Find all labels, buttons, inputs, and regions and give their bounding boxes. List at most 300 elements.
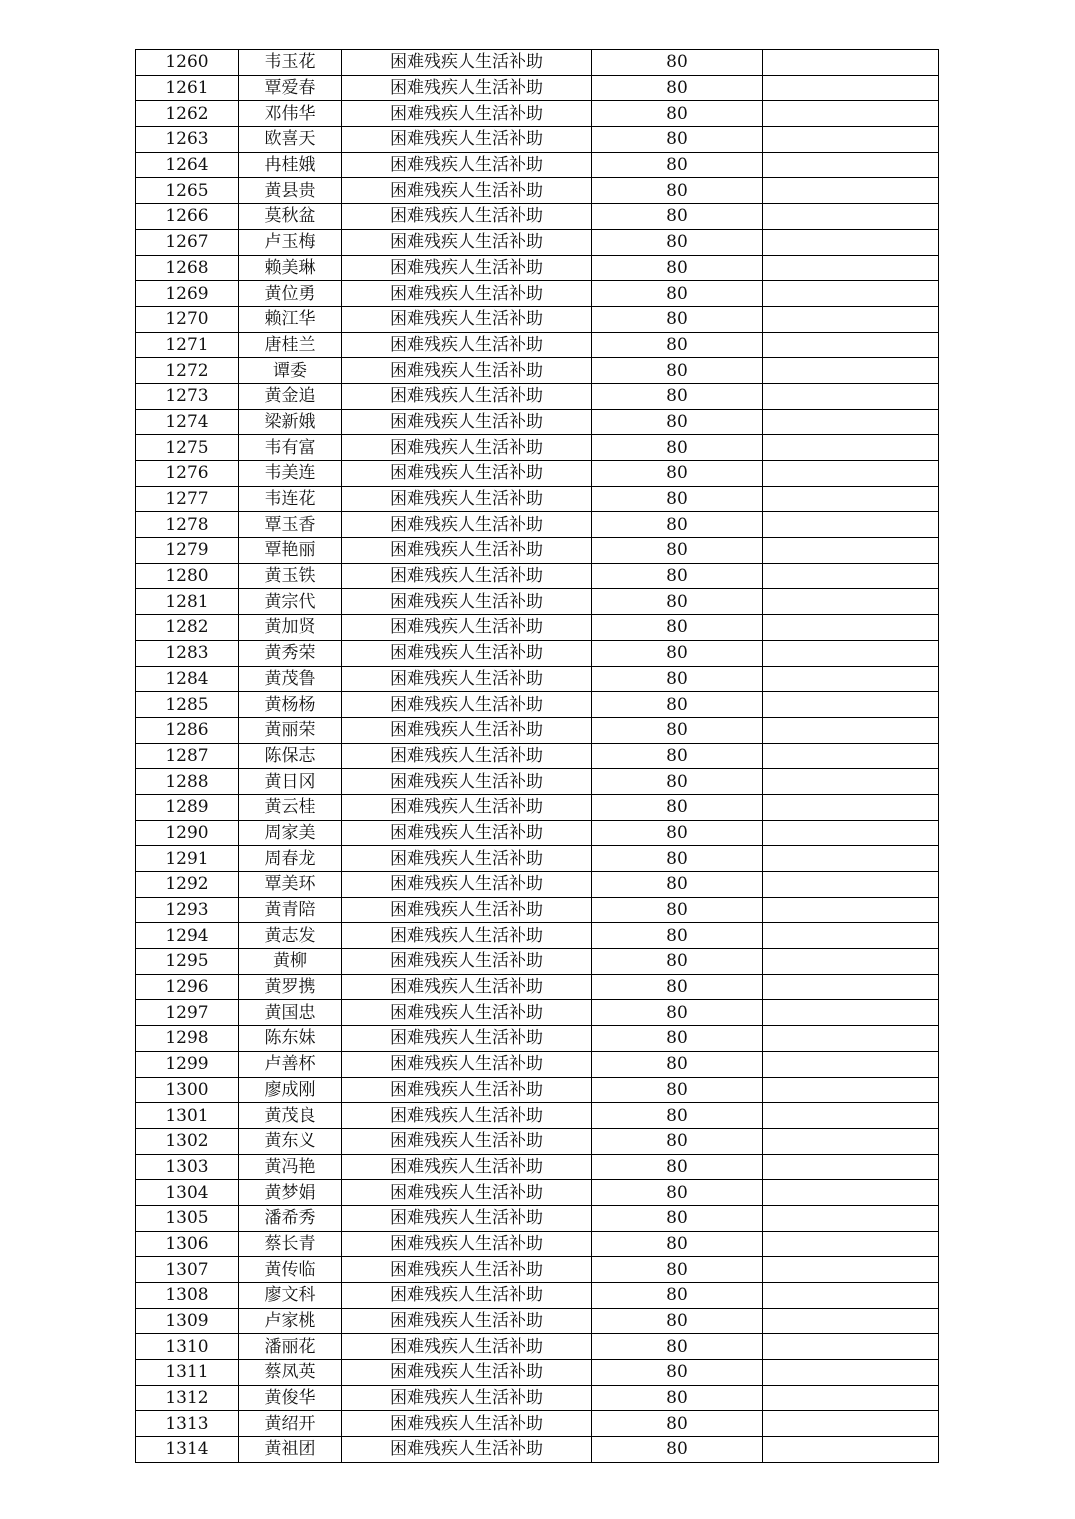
- cell-amount: 80: [592, 1077, 763, 1103]
- cell-number: 1296: [136, 974, 239, 1000]
- cell-number: 1284: [136, 666, 239, 692]
- cell-number: 1314: [136, 1437, 239, 1463]
- cell-name: 韦玉花: [239, 50, 342, 76]
- cell-number: 1265: [136, 178, 239, 204]
- cell-name: 黄县贵: [239, 178, 342, 204]
- cell-amount: 80: [592, 743, 763, 769]
- cell-amount: 80: [592, 75, 763, 101]
- cell-name: 黄玉铁: [239, 563, 342, 589]
- cell-subsidy-type: 困难残疾人生活补助: [342, 769, 592, 795]
- cell-name: 韦有富: [239, 435, 342, 461]
- cell-number: 1283: [136, 640, 239, 666]
- table-row: [136, 461, 939, 487]
- cell-subsidy-type: 困难残疾人生活补助: [342, 1411, 592, 1437]
- cell-subsidy-type: 困难残疾人生活补助: [342, 949, 592, 975]
- cell-name: 卢玉梅: [239, 229, 342, 255]
- cell-amount: 80: [592, 563, 763, 589]
- table-row: [136, 794, 939, 820]
- cell-number: 1310: [136, 1334, 239, 1360]
- cell-subsidy-type: 困难残疾人生活补助: [342, 974, 592, 1000]
- cell-subsidy-type: 困难残疾人生活补助: [342, 1051, 592, 1077]
- cell-subsidy-type: 困难残疾人生活补助: [342, 1360, 592, 1386]
- cell-amount: 80: [592, 512, 763, 538]
- cell-remark: [763, 1026, 939, 1052]
- cell-name: 梁新娥: [239, 409, 342, 435]
- cell-name: 谭委: [239, 358, 342, 384]
- cell-number: 1313: [136, 1411, 239, 1437]
- cell-name: 莫秋盆: [239, 204, 342, 230]
- table-row: [136, 692, 939, 718]
- cell-remark: [763, 1103, 939, 1129]
- cell-amount: 80: [592, 1103, 763, 1129]
- table-row: [136, 615, 939, 641]
- cell-remark: [763, 923, 939, 949]
- cell-subsidy-type: 困难残疾人生活补助: [342, 152, 592, 178]
- cell-amount: 80: [592, 101, 763, 127]
- cell-subsidy-type: 困难残疾人生活补助: [342, 589, 592, 615]
- cell-number: 1305: [136, 1205, 239, 1231]
- cell-amount: 80: [592, 332, 763, 358]
- cell-number: 1300: [136, 1077, 239, 1103]
- cell-subsidy-type: 困难残疾人生活补助: [342, 1180, 592, 1206]
- cell-amount: 80: [592, 820, 763, 846]
- cell-subsidy-type: 困难残疾人生活补助: [342, 409, 592, 435]
- cell-number: 1306: [136, 1231, 239, 1257]
- cell-subsidy-type: 困难残疾人生活补助: [342, 897, 592, 923]
- cell-remark: [763, 461, 939, 487]
- cell-amount: 80: [592, 769, 763, 795]
- table-row: [136, 872, 939, 898]
- cell-name: 黄茂良: [239, 1103, 342, 1129]
- table-row: [136, 1180, 939, 1206]
- table-row: [136, 974, 939, 1000]
- cell-number: 1282: [136, 615, 239, 641]
- cell-remark: [763, 615, 939, 641]
- cell-remark: [763, 1334, 939, 1360]
- cell-name: 黄祖团: [239, 1437, 342, 1463]
- cell-remark: [763, 666, 939, 692]
- cell-remark: [763, 204, 939, 230]
- cell-amount: 80: [592, 1257, 763, 1283]
- table-row: [136, 1128, 939, 1154]
- cell-subsidy-type: 困难残疾人生活补助: [342, 640, 592, 666]
- cell-remark: [763, 255, 939, 281]
- cell-name: 韦美连: [239, 461, 342, 487]
- cell-number: 1297: [136, 1000, 239, 1026]
- cell-number: 1273: [136, 383, 239, 409]
- table-row: [136, 306, 939, 332]
- cell-subsidy-type: 困难残疾人生活补助: [342, 1385, 592, 1411]
- cell-name: 黄加贤: [239, 615, 342, 641]
- cell-name: 黄志发: [239, 923, 342, 949]
- cell-name: 廖文科: [239, 1283, 342, 1309]
- cell-amount: 80: [592, 974, 763, 1000]
- cell-amount: 80: [592, 1051, 763, 1077]
- cell-name: 黄国忠: [239, 1000, 342, 1026]
- table-row: [136, 383, 939, 409]
- cell-number: 1271: [136, 332, 239, 358]
- cell-amount: 80: [592, 538, 763, 564]
- cell-remark: [763, 50, 939, 76]
- cell-amount: 80: [592, 409, 763, 435]
- cell-name: 黄东义: [239, 1128, 342, 1154]
- cell-amount: 80: [592, 50, 763, 76]
- table-row: [136, 589, 939, 615]
- cell-subsidy-type: 困难残疾人生活补助: [342, 204, 592, 230]
- cell-number: 1308: [136, 1283, 239, 1309]
- cell-remark: [763, 769, 939, 795]
- cell-name: 廖成刚: [239, 1077, 342, 1103]
- table-row: [136, 358, 939, 384]
- table-row: [136, 1334, 939, 1360]
- cell-subsidy-type: 困难残疾人生活补助: [342, 255, 592, 281]
- cell-subsidy-type: 困难残疾人生活补助: [342, 846, 592, 872]
- cell-number: 1287: [136, 743, 239, 769]
- cell-remark: [763, 794, 939, 820]
- cell-name: 黄绍开: [239, 1411, 342, 1437]
- cell-name: 覃爱春: [239, 75, 342, 101]
- cell-subsidy-type: 困难残疾人生活补助: [342, 923, 592, 949]
- cell-subsidy-type: 困难残疾人生活补助: [342, 820, 592, 846]
- cell-amount: 80: [592, 1154, 763, 1180]
- cell-amount: 80: [592, 1360, 763, 1386]
- cell-name: 卢家桃: [239, 1308, 342, 1334]
- cell-amount: 80: [592, 923, 763, 949]
- cell-name: 韦连花: [239, 486, 342, 512]
- cell-name: 黄金追: [239, 383, 342, 409]
- cell-number: 1269: [136, 281, 239, 307]
- cell-remark: [763, 1283, 939, 1309]
- table-row: [136, 50, 939, 76]
- cell-number: 1302: [136, 1128, 239, 1154]
- table-row: [136, 332, 939, 358]
- table-row: [136, 281, 939, 307]
- cell-amount: 80: [592, 204, 763, 230]
- table-row: [136, 846, 939, 872]
- cell-remark: [763, 101, 939, 127]
- cell-name: 黄冯艳: [239, 1154, 342, 1180]
- cell-name: 冉桂娥: [239, 152, 342, 178]
- cell-name: 黄青陪: [239, 897, 342, 923]
- subsidy-table-body: [136, 50, 939, 1463]
- cell-remark: [763, 1128, 939, 1154]
- cell-remark: [763, 409, 939, 435]
- cell-amount: 80: [592, 1283, 763, 1309]
- cell-remark: [763, 358, 939, 384]
- cell-remark: [763, 563, 939, 589]
- table-row: [136, 1154, 939, 1180]
- table-row: [136, 1308, 939, 1334]
- cell-amount: 80: [592, 152, 763, 178]
- cell-number: 1279: [136, 538, 239, 564]
- cell-name: 赖江华: [239, 306, 342, 332]
- cell-subsidy-type: 困难残疾人生活补助: [342, 358, 592, 384]
- cell-remark: [763, 229, 939, 255]
- cell-amount: 80: [592, 1026, 763, 1052]
- table-row: [136, 717, 939, 743]
- cell-subsidy-type: 困难残疾人生活补助: [342, 1257, 592, 1283]
- cell-amount: 80: [592, 1308, 763, 1334]
- cell-subsidy-type: 困难残疾人生活补助: [342, 383, 592, 409]
- cell-subsidy-type: 困难残疾人生活补助: [342, 1283, 592, 1309]
- cell-amount: 80: [592, 127, 763, 153]
- cell-remark: [763, 1000, 939, 1026]
- cell-name: 欧喜天: [239, 127, 342, 153]
- cell-remark: [763, 1180, 939, 1206]
- cell-name: 陈保志: [239, 743, 342, 769]
- cell-remark: [763, 1308, 939, 1334]
- cell-subsidy-type: 困难残疾人生活补助: [342, 101, 592, 127]
- cell-subsidy-type: 困难残疾人生活补助: [342, 1077, 592, 1103]
- table-row: [136, 1051, 939, 1077]
- cell-remark: [763, 1231, 939, 1257]
- cell-number: 1263: [136, 127, 239, 153]
- cell-number: 1301: [136, 1103, 239, 1129]
- cell-amount: 80: [592, 1385, 763, 1411]
- cell-amount: 80: [592, 1411, 763, 1437]
- cell-number: 1274: [136, 409, 239, 435]
- cell-subsidy-type: 困难残疾人生活补助: [342, 486, 592, 512]
- cell-number: 1293: [136, 897, 239, 923]
- cell-subsidy-type: 困难残疾人生活补助: [342, 435, 592, 461]
- cell-subsidy-type: 困难残疾人生活补助: [342, 1205, 592, 1231]
- cell-remark: [763, 589, 939, 615]
- cell-name: 邓伟华: [239, 101, 342, 127]
- cell-amount: 80: [592, 1128, 763, 1154]
- cell-number: 1288: [136, 769, 239, 795]
- cell-amount: 80: [592, 615, 763, 641]
- cell-amount: 80: [592, 1334, 763, 1360]
- subsidy-table: [135, 49, 939, 1463]
- cell-subsidy-type: 困难残疾人生活补助: [342, 281, 592, 307]
- cell-amount: 80: [592, 306, 763, 332]
- cell-number: 1312: [136, 1385, 239, 1411]
- cell-amount: 80: [592, 666, 763, 692]
- cell-remark: [763, 949, 939, 975]
- cell-remark: [763, 1437, 939, 1463]
- cell-number: 1280: [136, 563, 239, 589]
- table-row: [136, 769, 939, 795]
- cell-name: 黄茂鲁: [239, 666, 342, 692]
- table-row: [136, 1205, 939, 1231]
- cell-subsidy-type: 困难残疾人生活补助: [342, 127, 592, 153]
- cell-name: 黄秀荣: [239, 640, 342, 666]
- cell-remark: [763, 1205, 939, 1231]
- table-row: [136, 1257, 939, 1283]
- cell-remark: [763, 152, 939, 178]
- cell-number: 1291: [136, 846, 239, 872]
- cell-subsidy-type: 困难残疾人生活补助: [342, 461, 592, 487]
- cell-number: 1275: [136, 435, 239, 461]
- cell-amount: 80: [592, 1231, 763, 1257]
- cell-amount: 80: [592, 640, 763, 666]
- cell-amount: 80: [592, 461, 763, 487]
- cell-remark: [763, 1385, 939, 1411]
- cell-name: 潘希秀: [239, 1205, 342, 1231]
- table-row: [136, 743, 939, 769]
- cell-amount: 80: [592, 383, 763, 409]
- cell-name: 潘丽花: [239, 1334, 342, 1360]
- cell-amount: 80: [592, 255, 763, 281]
- cell-subsidy-type: 困难残疾人生活补助: [342, 1026, 592, 1052]
- cell-subsidy-type: 困难残疾人生活补助: [342, 743, 592, 769]
- table-row: [136, 486, 939, 512]
- cell-number: 1292: [136, 872, 239, 898]
- cell-name: 黄云桂: [239, 794, 342, 820]
- cell-remark: [763, 1411, 939, 1437]
- cell-number: 1309: [136, 1308, 239, 1334]
- cell-remark: [763, 538, 939, 564]
- cell-amount: 80: [592, 846, 763, 872]
- table-row: [136, 435, 939, 461]
- table-row: [136, 178, 939, 204]
- cell-amount: 80: [592, 1180, 763, 1206]
- cell-subsidy-type: 困难残疾人生活补助: [342, 1128, 592, 1154]
- cell-amount: 80: [592, 486, 763, 512]
- cell-name: 黄宗代: [239, 589, 342, 615]
- table-row: [136, 204, 939, 230]
- cell-number: 1289: [136, 794, 239, 820]
- table-row: [136, 512, 939, 538]
- cell-name: 覃玉香: [239, 512, 342, 538]
- cell-amount: 80: [592, 692, 763, 718]
- cell-subsidy-type: 困难残疾人生活补助: [342, 178, 592, 204]
- cell-remark: [763, 974, 939, 1000]
- table-row: [136, 1000, 939, 1026]
- cell-number: 1304: [136, 1180, 239, 1206]
- table-row: [136, 127, 939, 153]
- cell-number: 1277: [136, 486, 239, 512]
- cell-name: 黄位勇: [239, 281, 342, 307]
- cell-number: 1270: [136, 306, 239, 332]
- cell-name: 黄杨杨: [239, 692, 342, 718]
- cell-subsidy-type: 困难残疾人生活补助: [342, 229, 592, 255]
- cell-name: 陈东妹: [239, 1026, 342, 1052]
- cell-name: 覃艳丽: [239, 538, 342, 564]
- cell-remark: [763, 332, 939, 358]
- cell-amount: 80: [592, 897, 763, 923]
- table-row: [136, 1283, 939, 1309]
- cell-subsidy-type: 困难残疾人生活补助: [342, 1437, 592, 1463]
- cell-remark: [763, 383, 939, 409]
- table-row: [136, 563, 939, 589]
- cell-remark: [763, 692, 939, 718]
- table-row: [136, 640, 939, 666]
- cell-number: 1299: [136, 1051, 239, 1077]
- cell-number: 1268: [136, 255, 239, 281]
- table-row: [136, 1103, 939, 1129]
- cell-remark: [763, 1360, 939, 1386]
- cell-name: 黄俊华: [239, 1385, 342, 1411]
- cell-amount: 80: [592, 358, 763, 384]
- cell-remark: [763, 178, 939, 204]
- cell-number: 1286: [136, 717, 239, 743]
- cell-amount: 80: [592, 949, 763, 975]
- cell-remark: [763, 306, 939, 332]
- cell-name: 唐桂兰: [239, 332, 342, 358]
- cell-subsidy-type: 困难残疾人生活补助: [342, 615, 592, 641]
- table-row: [136, 538, 939, 564]
- cell-name: 黄传临: [239, 1257, 342, 1283]
- cell-number: 1266: [136, 204, 239, 230]
- cell-number: 1295: [136, 949, 239, 975]
- table-row: [136, 101, 939, 127]
- cell-remark: [763, 512, 939, 538]
- table-row: [136, 949, 939, 975]
- cell-number: 1262: [136, 101, 239, 127]
- cell-remark: [763, 1051, 939, 1077]
- cell-subsidy-type: 困难残疾人生活补助: [342, 50, 592, 76]
- cell-remark: [763, 743, 939, 769]
- cell-name: 黄梦娟: [239, 1180, 342, 1206]
- cell-number: 1272: [136, 358, 239, 384]
- cell-number: 1267: [136, 229, 239, 255]
- cell-remark: [763, 640, 939, 666]
- cell-remark: [763, 1154, 939, 1180]
- cell-name: 黄丽荣: [239, 717, 342, 743]
- cell-remark: [763, 1257, 939, 1283]
- cell-subsidy-type: 困难残疾人生活补助: [342, 75, 592, 101]
- cell-number: 1278: [136, 512, 239, 538]
- cell-number: 1264: [136, 152, 239, 178]
- cell-amount: 80: [592, 178, 763, 204]
- table-row: [136, 75, 939, 101]
- cell-subsidy-type: 困难残疾人生活补助: [342, 563, 592, 589]
- cell-remark: [763, 435, 939, 461]
- cell-remark: [763, 281, 939, 307]
- cell-name: 周春龙: [239, 846, 342, 872]
- table-row: [136, 923, 939, 949]
- table-row: [136, 152, 939, 178]
- cell-remark: [763, 846, 939, 872]
- table-row: [136, 1360, 939, 1386]
- cell-subsidy-type: 困难残疾人生活补助: [342, 306, 592, 332]
- cell-amount: 80: [592, 872, 763, 898]
- table-row: [136, 666, 939, 692]
- cell-name: 卢善杯: [239, 1051, 342, 1077]
- cell-amount: 80: [592, 1437, 763, 1463]
- cell-number: 1260: [136, 50, 239, 76]
- cell-number: 1261: [136, 75, 239, 101]
- cell-number: 1276: [136, 461, 239, 487]
- cell-number: 1290: [136, 820, 239, 846]
- table-row: [136, 1026, 939, 1052]
- cell-name: 黄罗携: [239, 974, 342, 1000]
- cell-number: 1281: [136, 589, 239, 615]
- cell-subsidy-type: 困难残疾人生活补助: [342, 332, 592, 358]
- cell-amount: 80: [592, 717, 763, 743]
- cell-name: 覃美环: [239, 872, 342, 898]
- cell-amount: 80: [592, 794, 763, 820]
- cell-number: 1311: [136, 1360, 239, 1386]
- cell-remark: [763, 1077, 939, 1103]
- cell-subsidy-type: 困难残疾人生活补助: [342, 1308, 592, 1334]
- table-row: [136, 1231, 939, 1257]
- cell-number: 1307: [136, 1257, 239, 1283]
- cell-number: 1285: [136, 692, 239, 718]
- cell-subsidy-type: 困难残疾人生活补助: [342, 717, 592, 743]
- cell-amount: 80: [592, 1205, 763, 1231]
- cell-subsidy-type: 困难残疾人生活补助: [342, 692, 592, 718]
- table-row: [136, 229, 939, 255]
- cell-name: 蔡凤英: [239, 1360, 342, 1386]
- cell-name: 黄柳: [239, 949, 342, 975]
- cell-subsidy-type: 困难残疾人生活补助: [342, 1231, 592, 1257]
- cell-remark: [763, 717, 939, 743]
- table-row: [136, 1385, 939, 1411]
- cell-number: 1294: [136, 923, 239, 949]
- cell-remark: [763, 127, 939, 153]
